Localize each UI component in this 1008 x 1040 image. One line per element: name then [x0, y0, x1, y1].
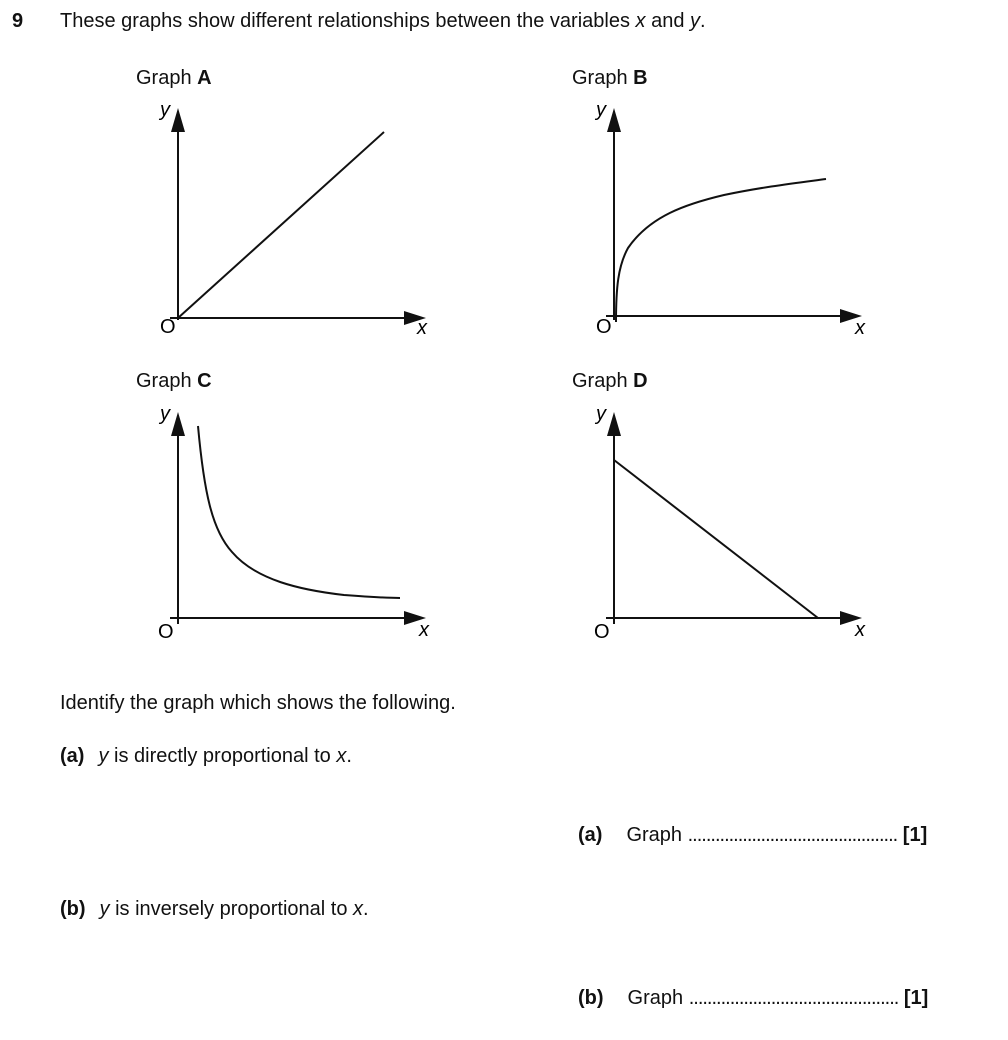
part-a-question [60, 745, 352, 768]
origin-label: O [160, 316, 176, 338]
graph-b-letter: B [633, 67, 648, 89]
y-axis-arrow [607, 412, 621, 436]
y-axis-label: y [160, 99, 170, 121]
graph-b-title [572, 67, 648, 90]
graph-a-title [136, 67, 212, 90]
graph-a-prefix: Graph [136, 67, 198, 89]
part-b-end: . [363, 898, 369, 920]
graph-a-line [178, 132, 384, 318]
graph-c-letter: C [197, 370, 212, 392]
x-axis-label: x [419, 619, 429, 641]
y-axis-label: y [160, 403, 170, 425]
part-a-label: (a) [60, 745, 85, 767]
answer-b-line [578, 987, 928, 1010]
stem-and: and [645, 10, 691, 32]
stem-var-y: y [690, 10, 701, 32]
origin-label: O [596, 316, 612, 338]
graph-b [576, 98, 876, 348]
part-a-var-y: y [98, 745, 109, 767]
graph-a [140, 98, 440, 348]
graph-c-title [136, 370, 212, 393]
graph-d-title [572, 370, 648, 393]
answer-a-field[interactable]: .............................................. [687, 824, 898, 846]
answer-b-marks: [1] [903, 987, 929, 1009]
answer-a-prompt: Graph [626, 824, 683, 846]
graph-d-line [614, 460, 818, 618]
graph-d-prefix: Graph [572, 370, 634, 392]
y-axis-label: y [596, 403, 606, 425]
answer-a-marks: [1] [902, 824, 928, 846]
graph-c-curve [198, 426, 400, 598]
stem-text: These graphs show different relationships between the variables [60, 10, 636, 32]
part-a-var-x: x [336, 745, 347, 767]
part-b-label: (b) [60, 898, 86, 920]
question-stem [60, 10, 706, 33]
x-axis-label: x [417, 317, 427, 339]
graph-b-curve [616, 179, 826, 322]
part-a-end: . [346, 745, 352, 767]
y-axis-arrow [171, 412, 185, 436]
answer-b-prompt: Graph [627, 987, 684, 1009]
graph-a-letter: A [197, 67, 212, 89]
answer-a-label: (a) [578, 824, 603, 846]
graph-c-prefix: Graph [136, 370, 198, 392]
answer-b-label: (b) [578, 987, 604, 1009]
part-a-text: is directly proportional to [108, 745, 337, 767]
x-axis-label: x [855, 317, 865, 339]
x-axis-label: x [855, 619, 865, 641]
question-number: 9 [12, 10, 24, 32]
stem-end: . [700, 10, 706, 32]
part-b-question [60, 898, 369, 921]
graph-b-prefix: Graph [572, 67, 634, 89]
answer-a-line [578, 824, 927, 847]
part-b-var-y: y [99, 898, 110, 920]
answer-b-field[interactable]: .............................................. [688, 987, 899, 1009]
graph-d [576, 402, 876, 652]
y-axis-arrow [171, 108, 185, 132]
graph-c [140, 402, 440, 652]
y-axis-label: y [596, 99, 606, 121]
instruction: Identify the graph which shows the following. [60, 692, 456, 714]
origin-label: O [158, 621, 174, 643]
part-b-text: is inversely proportional to [109, 898, 353, 920]
y-axis-arrow [607, 108, 621, 132]
stem-var-x: x [635, 10, 646, 32]
graph-d-letter: D [633, 370, 648, 392]
origin-label: O [594, 621, 610, 643]
part-b-var-x: x [353, 898, 363, 920]
